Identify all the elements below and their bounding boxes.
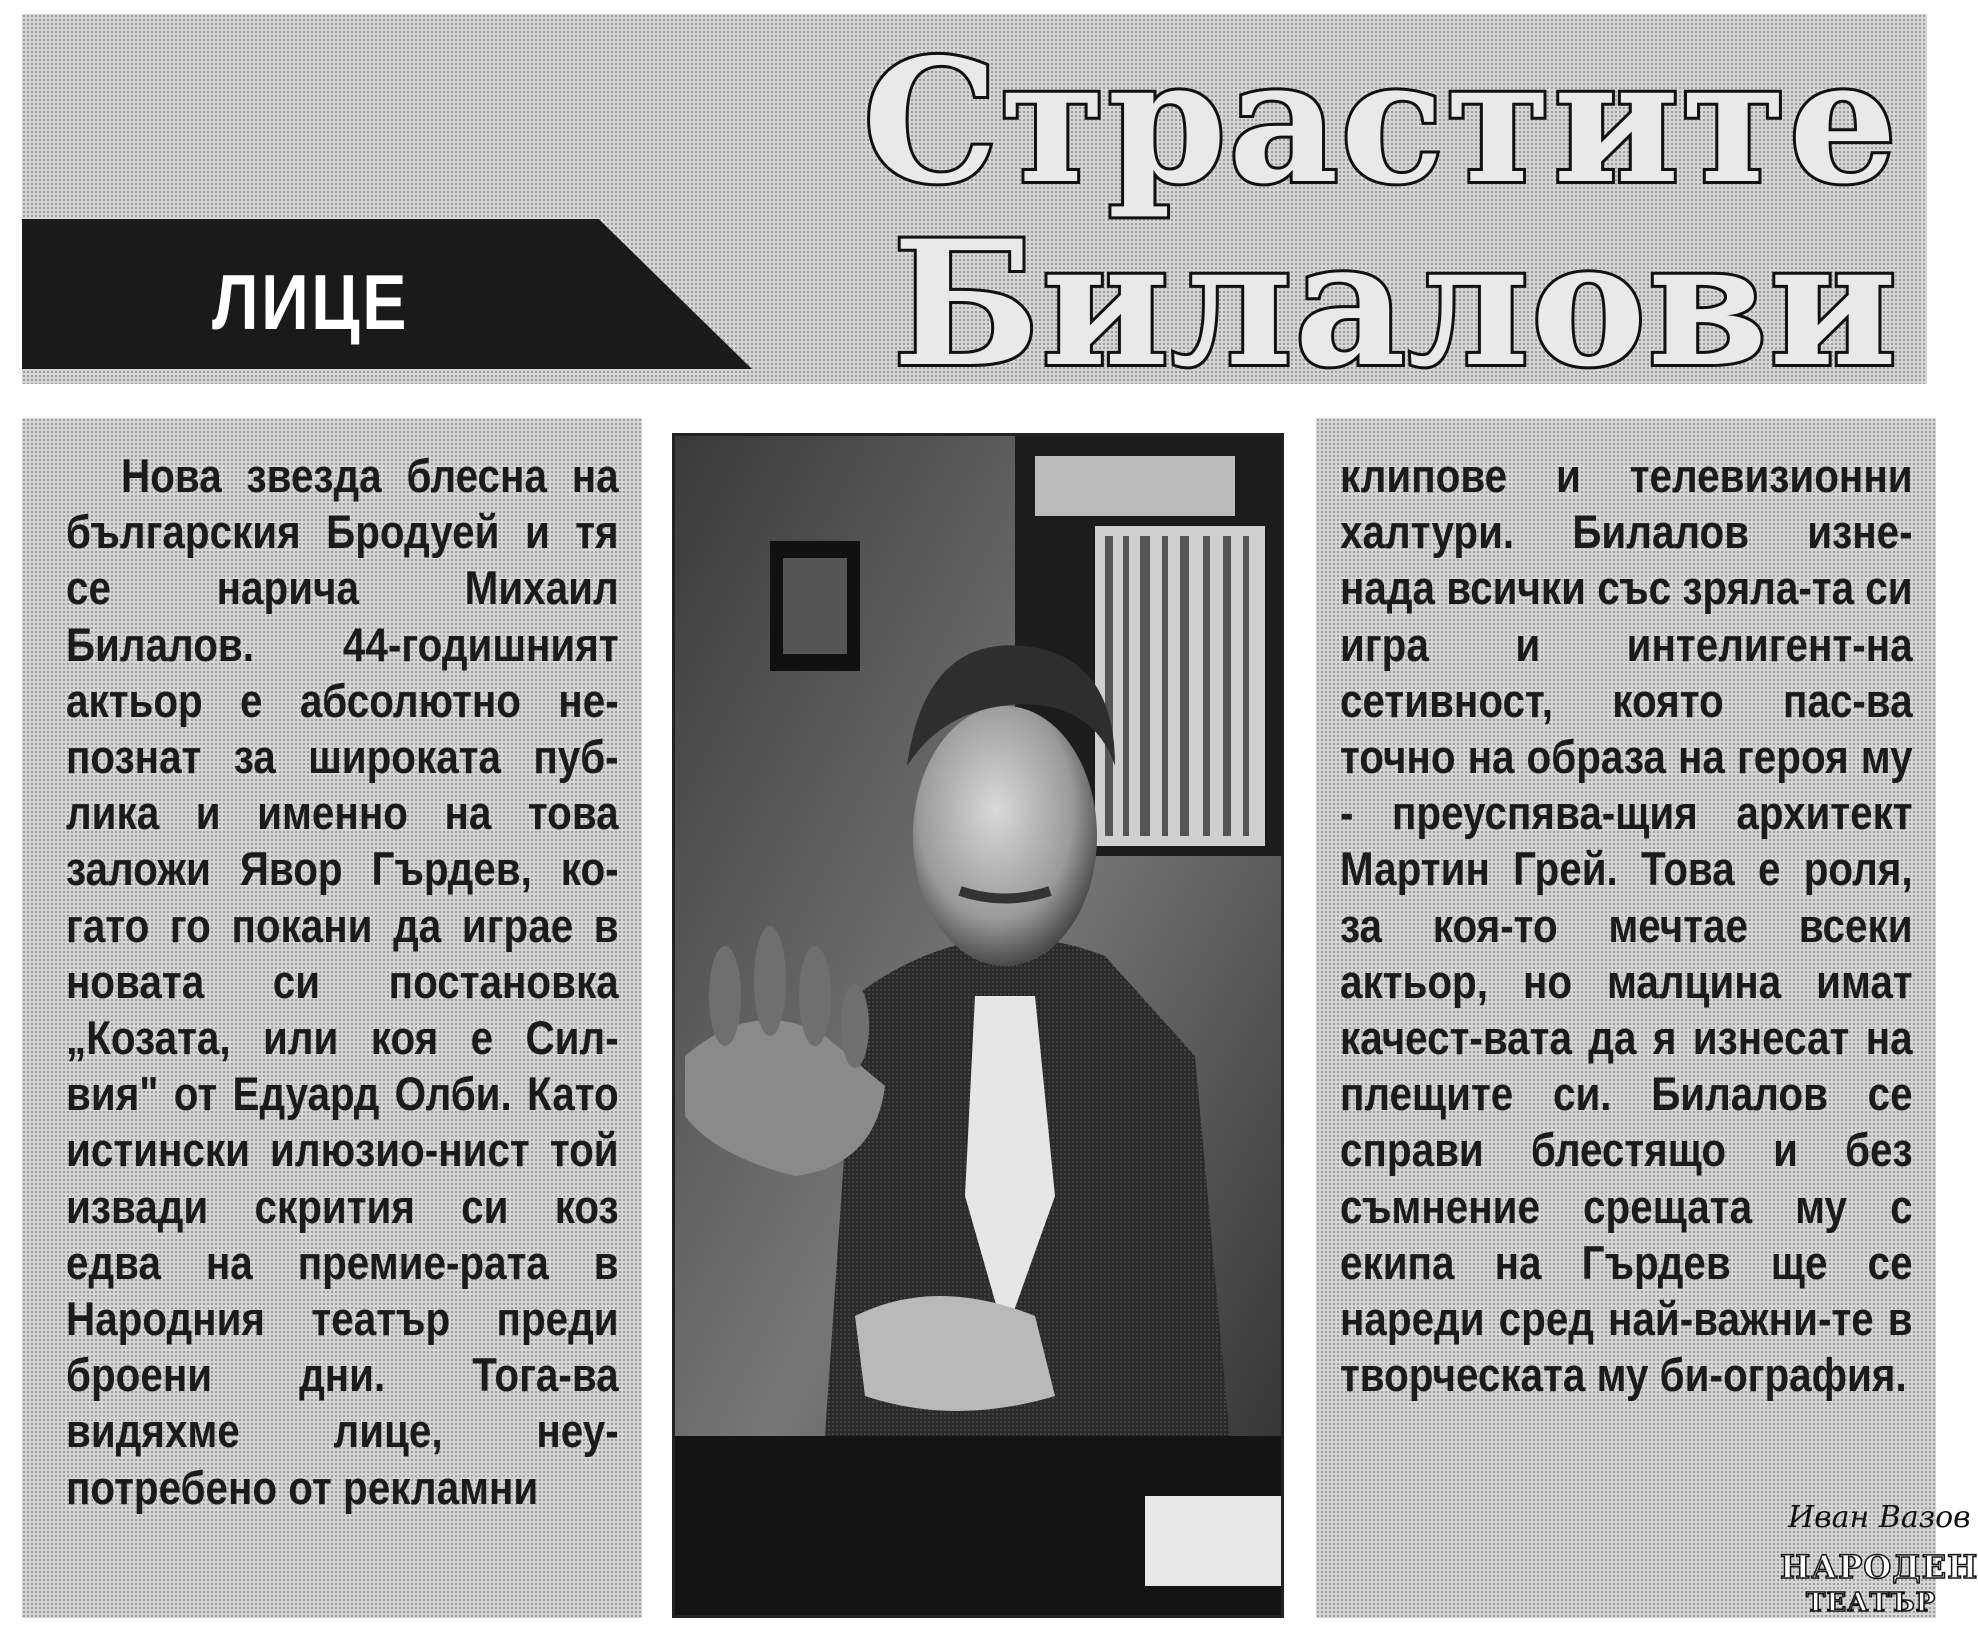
portrait-illustration <box>675 436 1281 1615</box>
header-banner <box>22 14 1927 405</box>
national-theatre-logo <box>1780 1500 1978 1630</box>
logo-text-line-1: НАРОДЕН <box>1780 1548 1978 1586</box>
logo-text-line-2: ТЕАТЪР <box>1806 1588 1937 1618</box>
article-text-right: клипове и телевизионни халтури. Билалов изне-нада всички със зряла-та си игра и интелигент-на сетивност, която пас-ва точно на образа на героя му - преуспява-щия архитект Мартин Грей. Това е роля, за коя-то мечтае всеки актьор, но малцина имат качест-вата да я изнесат на плещите си. Билалов се справи блестящо и без съмнение срещата му с екипа на Гърдев ще се нареди сред най-важни-те в творческата му би-ография. <box>1340 449 1913 1402</box>
article-text-left: Нова звезда блесна на българския Бродуей и тя се нарича Михаил Билалов. 44-годишният актьор е абсолютно не-познат за широката пуб-лика и именно на това заложи Явор Гърдев, ко-гато го покани да играе в новата си постановка „Козата, или коя е Сил-вия" от Едуард Олби. Като истински илюзио-нист той извади скрития си коз едва на премие-рата в Народния театър преди броени дни. Тога-ва видяхме лице, неу-потребено от рекламни <box>66 449 619 1514</box>
article-column-right <box>1316 418 1936 1618</box>
headline-line-2: Билалови <box>892 202 1899 405</box>
headline-line-1: Страстите <box>862 22 1899 222</box>
logo-signature: Иван Вазов <box>1788 1500 1971 1535</box>
portrait-photo <box>672 433 1284 1618</box>
article-column-left <box>22 418 642 1618</box>
section-label: ЛИЦЕ <box>212 258 410 346</box>
